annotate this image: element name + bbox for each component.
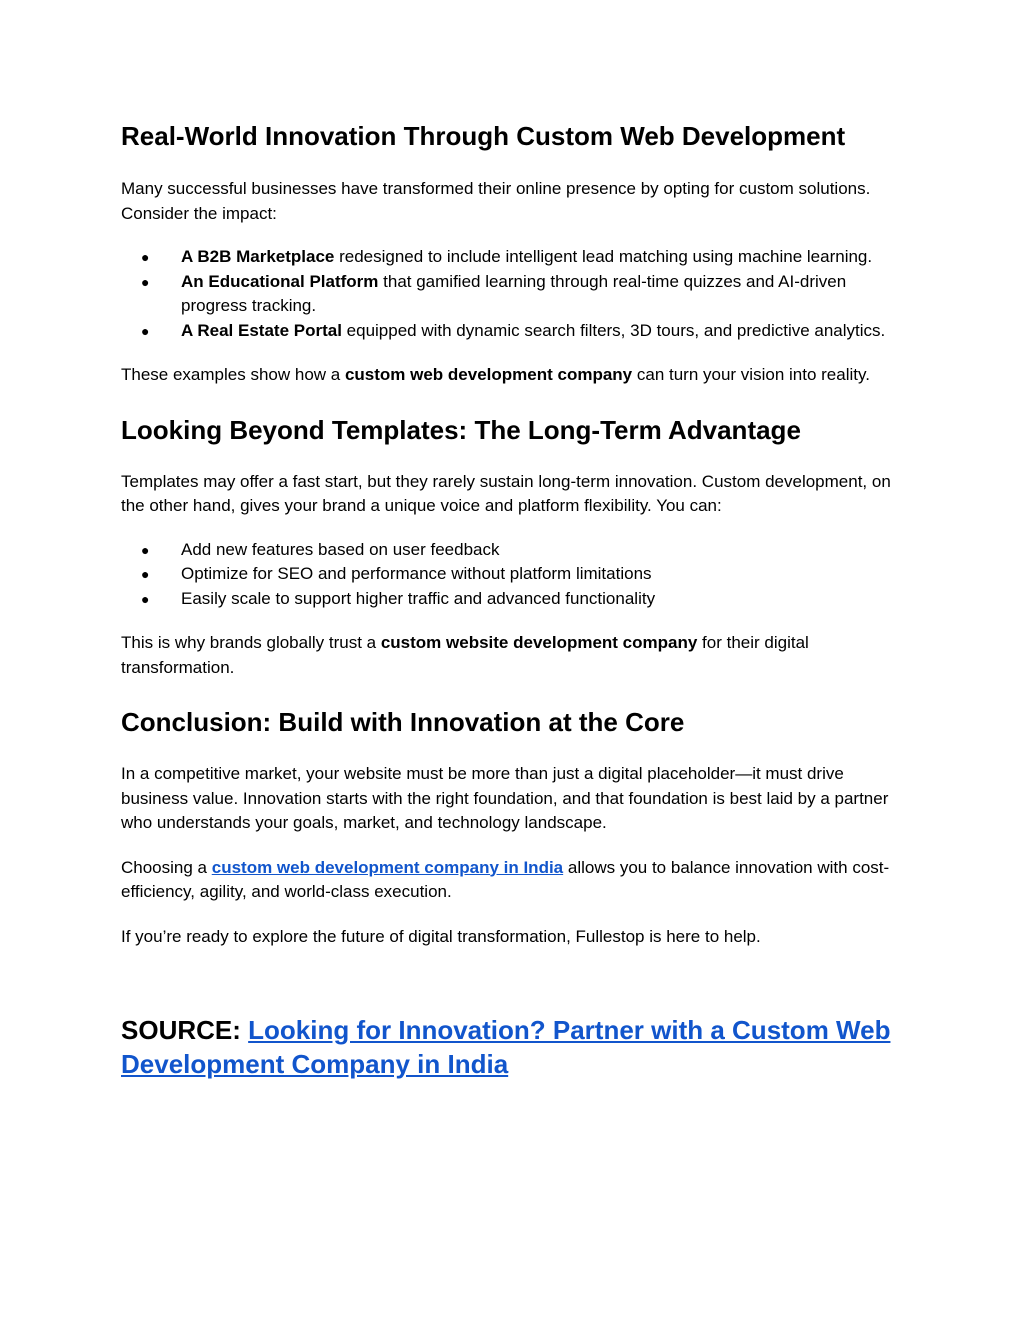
closing-text-pre: This is why brands globally trust a — [121, 633, 381, 652]
section3-paragraph-3: If you’re ready to explore the future of digital transformation, Fullestop is here to help. — [121, 926, 761, 946]
section3-paragraph-1: In a competitive market, your website must be more than just a digital placeholder—it must drive business value. Innovation starts with the right foundation, and that foundation is best laid by a partner who understands your goals, market, and technology landscape. — [121, 764, 889, 832]
custom-web-development-link[interactable]: custom web development company in India — [211, 857, 564, 877]
list-item-text: redesigned to include intelligent lead matching using machine learning. — [334, 247, 873, 266]
list-item — [121, 562, 906, 587]
list-item — [121, 245, 906, 270]
bullet-icon: ● — [141, 541, 150, 558]
closing-text-post: for their digital transformation. — [121, 633, 809, 677]
list-item — [121, 538, 906, 563]
list-item — [121, 587, 906, 612]
closing-text-bold: custom web development company — [344, 365, 633, 384]
section-heading-real-world: Real-World Innovation Through Custom Web Development — [121, 121, 846, 151]
section2-closing — [121, 631, 906, 680]
paragraph-text-pre: Choosing a — [121, 857, 212, 877]
section1-intro: Many successful businesses have transformed their online presence by opting for custom solutions. Consider the impact: — [121, 179, 871, 223]
section3-paragraph-2 — [121, 856, 906, 905]
list-item-bold: A Real Estate Portal — [181, 320, 342, 340]
bullet-icon: ● — [141, 322, 150, 339]
section2-bullet-list — [121, 538, 906, 612]
bullet-icon: ● — [141, 249, 150, 265]
bullet-icon: ● — [141, 566, 150, 582]
list-item — [121, 319, 906, 344]
list-item-text: Easily scale to support higher traffic and advanced functionality — [181, 588, 656, 608]
source-label: SOURCE: — [121, 1015, 241, 1045]
list-item-text: that gamified learning through real-time quizzes and AI-driven progress tracking. — [181, 271, 847, 315]
section-heading-beyond-templates: Looking Beyond Templates: The Long-Term Advantage — [121, 414, 801, 445]
source-article-link[interactable]: Looking for Innovation? Partner with a Custom Web Development Company in India — [121, 1015, 891, 1079]
section1-closing — [121, 363, 906, 388]
section2-intro: Templates may offer a fast start, but they rarely sustain long-term innovation. Custom development, on the other hand, gives your brand a unique voice and platform flexibility. You can: — [121, 471, 891, 515]
list-item-text: Add new features based on user feedback — [181, 539, 500, 559]
section1-bullet-list — [121, 245, 906, 343]
bullet-icon: ● — [141, 273, 150, 290]
list-item-text: Optimize for SEO and performance without platform limitations — [181, 564, 652, 583]
bullet-icon: ● — [141, 590, 150, 607]
closing-text-bold: custom website development company — [380, 633, 698, 652]
list-item — [121, 270, 906, 319]
source-line — [121, 1013, 906, 1081]
section-heading-conclusion: Conclusion: Build with Innovation at the Core — [121, 707, 685, 737]
closing-text-pre: These examples show how a — [121, 365, 345, 384]
paragraph-text-post: allows you to balance innovation with cost-efficiency, agility, and world-class execution. — [121, 857, 890, 901]
list-item-bold: An Educational Platform — [181, 271, 379, 291]
closing-text-post: can turn your vision into reality. — [632, 365, 870, 384]
list-item-bold: A B2B Marketplace — [181, 247, 335, 266]
list-item-text: equipped with dynamic search filters, 3D tours, and predictive analytics. — [341, 320, 886, 340]
